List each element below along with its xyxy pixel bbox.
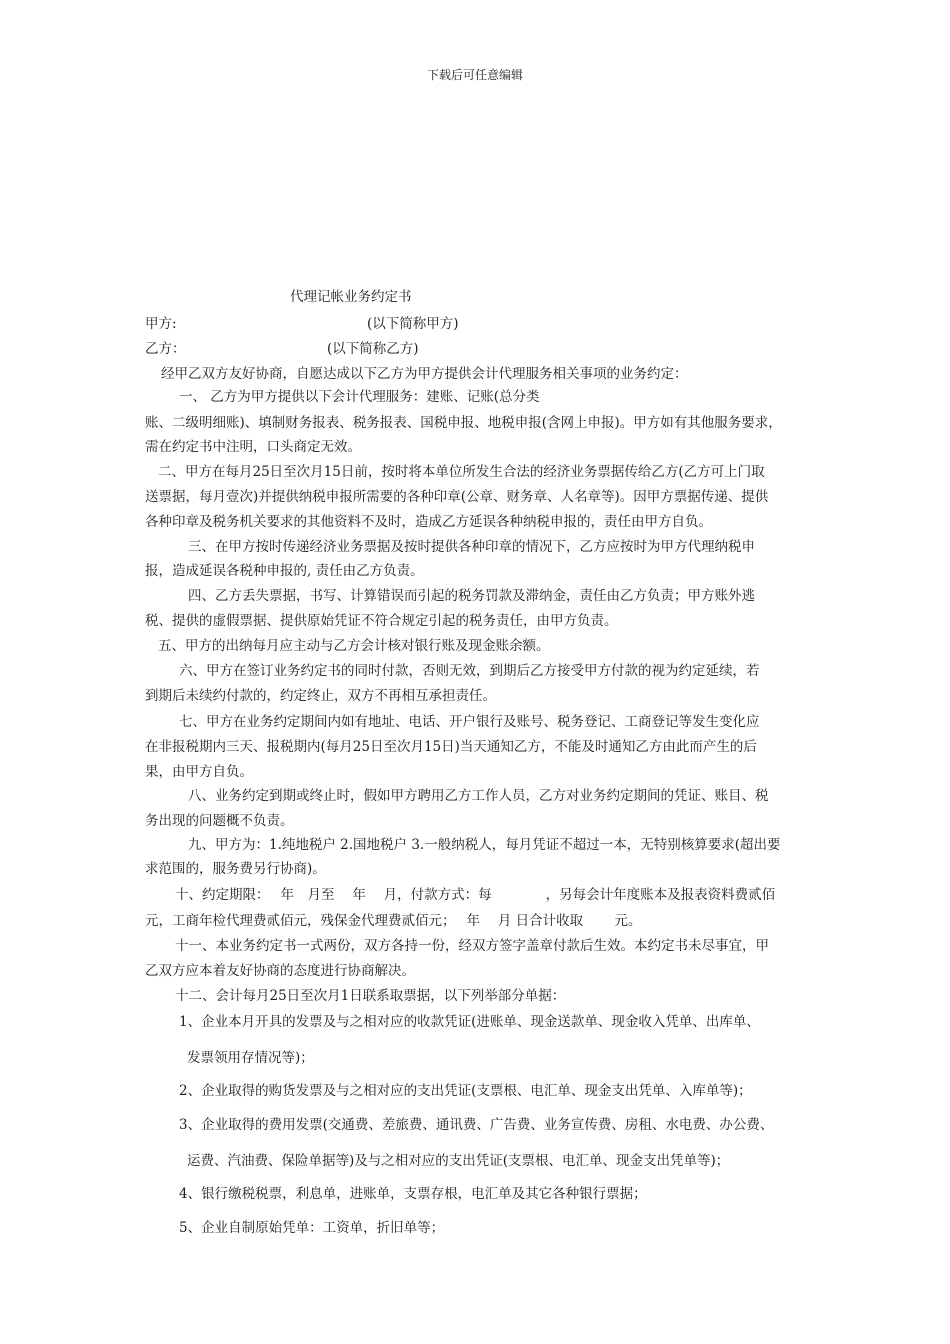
party-b-label: 乙方： <box>145 341 186 357</box>
party-a-note: (以下简称甲方) <box>367 316 459 332</box>
receipt-item-line: 发票领用存情况等)； <box>187 1050 314 1066</box>
clause-2-line: 二、甲方在每月25日至次月15日前，按时将本单位所发生合法的经济业务票据传给乙方(乙方可上门取 <box>158 464 765 480</box>
clause-8-line: 务出现的问题概不负责。 <box>145 813 294 829</box>
clause-8-line: 八、业务约定到期或终止时，假如甲方聘用乙方工作人员，乙方对业务约定期间的凭证、账目、税 <box>188 788 769 804</box>
clause-7-line: 果，由甲方自负。 <box>145 764 253 780</box>
receipt-item-line: 运费、汽油费、保险单据等)及与之相对应的支出凭证(支票根、电汇单、现金支出凭单等)； <box>187 1153 730 1169</box>
clause-10-line: 十、约定期限： 年 月至 年 月，付款方式：每 ，另每会计年度账本及报表资料费贰佰 <box>175 887 776 903</box>
party-b-note: (以下简称乙方) <box>327 341 419 357</box>
clause-11-line: 十一、本业务约定书一式两份，双方各持一份，经双方签字盖章付款后生效。本约定书未尽事宜，甲 <box>175 938 769 954</box>
document-title: 代理记帐业务约定书 <box>290 289 412 305</box>
clause-2-line: 各种印章及税务机关要求的其他资料不及时，造成乙方延误各种纳税申报的，责任由甲方自负。 <box>145 514 712 530</box>
clause-6-line: 六、甲方在签订业务约定书的同时付款，否则无效，到期后乙方接受甲方付款的视为约定延续，若 <box>179 663 760 679</box>
clause-3-line: 报，造成延误各税种申报的, 责任由乙方负责。 <box>145 563 424 579</box>
clause-11-line: 乙双方应本着友好协商的态度进行协商解决。 <box>145 963 415 979</box>
receipt-item-line: 5、企业自制原始凭单：工资单，折旧单等； <box>179 1220 445 1236</box>
clause-7-line: 在非报税期内三天、报税期内(每月25日至次月15日)当天通知乙方，不能及时通知乙方由此而产生的后 <box>145 739 757 755</box>
clause-12-line: 十二、会计每月25日至次月1日联系取票据，以下列举部分单据： <box>175 988 566 1004</box>
page-header: 下载后可任意编辑 <box>426 68 523 82</box>
clause-7-line: 七、甲方在业务约定期间内如有地址、电话、开户银行及账号、税务登记、工商登记等发生变化应 <box>179 714 760 730</box>
clause-3-line: 三、在甲方按时传递经济业务票据及按时提供各种印章的情况下，乙方应按时为甲方代理纳税申 <box>188 539 755 555</box>
clause-10-line: 元，工商年检代理费贰佰元，残保金代理费贰佰元； 年 月 日合计收取 元。 <box>145 913 642 929</box>
clause-2-line: 送票据，每月壹次)并提供纳税申报所需要的各种印章(公章、财务章、人名章等)。因甲方票据传递、提供 <box>145 489 769 505</box>
clause-1-line: 需在约定书中注明，口头商定无效。 <box>145 439 361 455</box>
clause-4-line: 四、乙方丢失票据，书写、计算错误而引起的税务罚款及滞纳金，责任由乙方负责；甲方账外逃 <box>188 588 755 604</box>
clause-4-line: 税、提供的虚假票据、提供原始凭证不符合规定引起的税务责任，由甲方负责。 <box>145 613 618 629</box>
party-a-label: 甲方: <box>145 316 177 332</box>
clause-5-line: 五、甲方的出纳每月应主动与乙方会计核对银行账及现金账余额。 <box>158 638 550 654</box>
receipt-item-line: 3、企业取得的费用发票(交通费、差旅费、通讯费、广告费、业务宣传费、房租、水电费、办公费、 <box>179 1117 774 1133</box>
receipt-item-line: 1、企业本月开具的发票及与之相对应的收款凭证(进账单、现金送款单、现金收入凭单、出库单、 <box>179 1014 760 1030</box>
clause-1-line: 账、二级明细账)、填制财务报表、税务报表、国税申报、地税申报(含网上申报)。甲方如有其他服务要求， <box>145 415 782 431</box>
receipt-item-line: 2、企业取得的购货发票及与之相对应的支出凭证(支票根、电汇单、现金支出凭单、入库单等)； <box>179 1083 752 1099</box>
receipt-item-line: 4、银行缴税税票，利息单，进账单，支票存根，电汇单及其它各种银行票据； <box>179 1186 647 1202</box>
intro-line: 经甲乙双方友好协商，自愿达成以下乙方为甲方提供会计代理服务相关事项的业务约定： <box>161 366 688 382</box>
clause-1-line: 一、 乙方为甲方提供以下会计代理服务：建账、记账(总分类 <box>179 389 540 405</box>
clause-9-line: 求范围的，服务费另行协商)。 <box>145 861 326 877</box>
clause-6-line: 到期后未续约付款的，约定终止，双方不再相互承担责任。 <box>145 688 496 704</box>
clause-9-line: 九、甲方为：1.纯地税户 2.国地税户 3.一般纳税人，每月凭证不超过一本，无特别核算要求(超出要 <box>188 837 781 853</box>
